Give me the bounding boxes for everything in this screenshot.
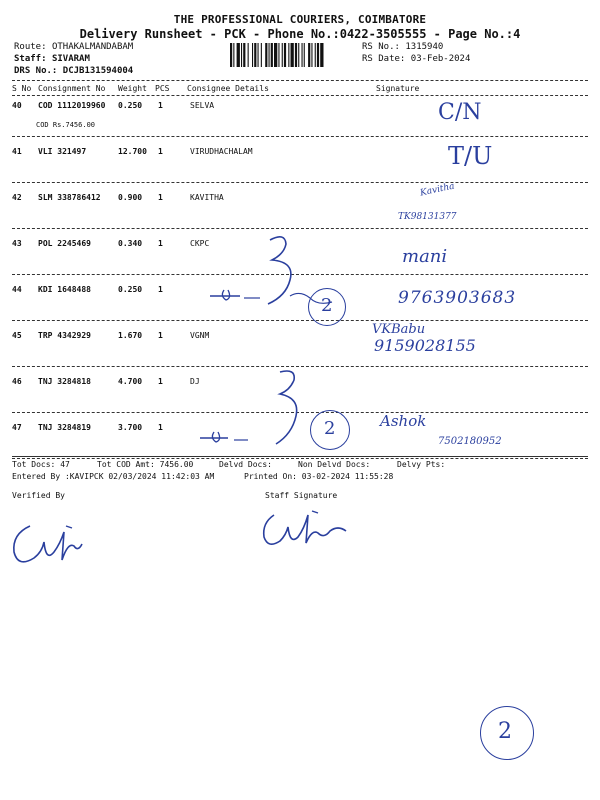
- row-consignment-no: COD 1112019960: [38, 101, 106, 110]
- verified-signature: [8, 512, 98, 576]
- row-separator: [12, 182, 588, 183]
- tot-cod: [97, 460, 193, 469]
- delvy-pts-label: Delvy Pts:: [397, 460, 446, 469]
- company-title: THE PROFESSIONAL COURIERS, COIMBATORE: [173, 13, 427, 26]
- drs-value: DCJB131594004: [62, 66, 134, 76]
- row-sno: 44: [12, 285, 22, 294]
- col-consignment: Consignment No: [38, 84, 106, 93]
- col-weight: Weight: [118, 84, 147, 93]
- barcode-bar: [237, 43, 240, 67]
- rs-date-value: 03-Feb-2024: [410, 54, 471, 64]
- barcode-bar: [288, 43, 289, 67]
- barcode-bar: [302, 43, 303, 67]
- staff-line: [14, 54, 90, 64]
- non-delvd-docs-label: Non Delvd Docs:: [298, 460, 371, 469]
- hw-row42-name: Kavitha: [419, 181, 456, 199]
- circle-mark-2-value: 2: [324, 418, 336, 439]
- tot-cod-value: 7456.00: [159, 460, 194, 469]
- row-consignee: DJ: [190, 377, 200, 386]
- row-weight: 1.670: [118, 331, 143, 340]
- barcode-bar: [258, 43, 259, 67]
- printed-on: Printed On: 03-02-2024 11:55:28: [244, 472, 394, 481]
- drs-label: DRS No.:: [14, 66, 58, 76]
- staff-value: SIVARAM: [51, 54, 90, 64]
- barcode: [230, 43, 355, 67]
- rs-no-label: RS No.:: [362, 42, 400, 52]
- circle-mark-1-value: 2: [321, 295, 333, 316]
- row-consignee: VIRUDHACHALAM: [190, 147, 253, 156]
- page-number-circle-value: 2: [498, 719, 512, 744]
- barcode-bar: [311, 43, 312, 67]
- tot-docs-value: 47: [60, 460, 70, 469]
- hw-row47-phone: 7502180952: [438, 436, 502, 447]
- rs-no-value: 1315940: [405, 42, 444, 52]
- row-cod-note: COD Rs.7456.00: [36, 121, 96, 129]
- row-pcs: 1: [158, 101, 163, 110]
- row-consignment-no: TRP 4342929: [38, 331, 91, 340]
- barcode-bar: [261, 43, 262, 67]
- barcode-bar: [233, 43, 234, 67]
- circle-mark-2: [310, 410, 350, 450]
- barcode-bar: [252, 43, 253, 67]
- circle-mark-1: [308, 288, 346, 326]
- barcode-bar: [274, 43, 277, 67]
- barcode-bar: [282, 43, 283, 67]
- barcode-bar: [315, 43, 316, 67]
- hw-row40: C/N: [438, 100, 482, 125]
- rs-date-label: RS Date:: [362, 54, 406, 64]
- row-separator: [12, 228, 588, 229]
- delvd-docs-label: Delvd Docs:: [219, 460, 272, 469]
- col-sno: S No: [12, 84, 32, 93]
- hw-row43: mani: [402, 246, 448, 267]
- tot-docs: [12, 460, 70, 469]
- header-top-rule: [12, 80, 588, 81]
- hw-row45-phone: 9159028155: [374, 336, 476, 355]
- barcode-bar: [320, 43, 323, 67]
- barcode-bar: [248, 43, 249, 67]
- barcode-bar: [308, 43, 310, 67]
- hw-row41: T/U: [448, 142, 493, 170]
- barcode-bar: [241, 43, 242, 67]
- staff-signature: [260, 505, 360, 559]
- barcode-bar: [269, 43, 270, 67]
- hw-row42-id: TK98131377: [398, 212, 457, 222]
- barcode-bar: [317, 43, 319, 67]
- row-pcs: 1: [158, 239, 163, 248]
- barcode-bar: [284, 43, 286, 67]
- col-signature: Signature: [376, 84, 420, 93]
- row-sno: 40: [12, 101, 22, 110]
- route-line: [14, 42, 133, 52]
- rs-date-line: [362, 54, 470, 64]
- row-separator: [12, 136, 588, 137]
- barcode-bar: [295, 43, 297, 67]
- drs-line: [14, 66, 133, 76]
- row-consignee: KAVITHA: [190, 193, 224, 202]
- row-consignment-no: VLI 321497: [38, 147, 87, 156]
- row-pcs: 1: [158, 377, 163, 386]
- verified-by-label: Verified By: [12, 491, 65, 500]
- barcode-bar: [230, 43, 232, 67]
- row-consignment-no: TNJ 3284818: [38, 377, 91, 386]
- row-weight: 0.250: [118, 101, 143, 110]
- row-sno: 41: [12, 147, 22, 156]
- row-weight: 0.340: [118, 239, 143, 248]
- staff-signature-label: Staff Signature: [265, 491, 338, 500]
- row-weight: 0.250: [118, 285, 143, 294]
- verified-signature-graphic: [8, 512, 98, 572]
- page-number-circle: [480, 706, 534, 760]
- barcode-bar: [265, 43, 267, 67]
- row-weight: 12.700: [118, 147, 147, 156]
- row-pcs: 1: [158, 423, 163, 432]
- row-consignment-no: TNJ 3284819: [38, 423, 91, 432]
- hw-row44-phone: 9763903683: [398, 288, 517, 308]
- row-sno: 43: [12, 239, 22, 248]
- route-label: Route:: [14, 42, 47, 52]
- row-sno: 46: [12, 377, 22, 386]
- barcode-bar: [278, 43, 279, 67]
- row-consignee: SELVA: [190, 101, 215, 110]
- route-value: OTHAKALMANDABAM: [51, 42, 134, 52]
- row-separator: [12, 366, 588, 367]
- staff-label: Staff:: [14, 54, 47, 64]
- tot-docs-label: Tot Docs:: [12, 460, 56, 469]
- row-pcs: 1: [158, 147, 163, 156]
- row-consignee: CKPC: [190, 239, 210, 248]
- staff-signature-graphic: [260, 505, 360, 555]
- row-consignment-no: SLM 338786412: [38, 193, 101, 202]
- row-pcs: 1: [158, 285, 163, 294]
- barcode-bar: [298, 43, 299, 67]
- barcode-bar: [254, 43, 256, 67]
- row-sno: 42: [12, 193, 22, 202]
- col-pcs: PCS: [155, 84, 170, 93]
- entered-by: Entered By :KAVIPCK 02/03/2024 11:42:03 AM: [12, 472, 215, 481]
- hw-row45-name: VKBabu: [372, 322, 426, 337]
- header-bottom-rule: [12, 95, 588, 96]
- barcode-bar: [304, 43, 305, 67]
- row-weight: 3.700: [118, 423, 143, 432]
- row-consignee: VGNM: [190, 331, 210, 340]
- rs-no-line: [362, 42, 443, 52]
- row-weight: 0.900: [118, 193, 143, 202]
- runsheet-subtitle: Delivery Runsheet - PCK - Phone No.:0422-3505555 - Page No.:4: [79, 27, 521, 41]
- row-sno: 47: [12, 423, 22, 432]
- barcode-bar: [291, 43, 294, 67]
- row-pcs: 1: [158, 331, 163, 340]
- row-consignment-no: POL 2245469: [38, 239, 91, 248]
- totals-rule: [12, 456, 588, 457]
- hw-row47-name: Ashok: [380, 412, 427, 430]
- row-consignment-no: KDI 1648488: [38, 285, 91, 294]
- barcode-bar: [243, 43, 245, 67]
- barcode-bar: [271, 43, 273, 67]
- col-consignee: Consignee Details: [187, 84, 269, 93]
- row-weight: 4.700: [118, 377, 143, 386]
- row-pcs: 1: [158, 193, 163, 202]
- row-sno: 45: [12, 331, 22, 340]
- tot-cod-label: Tot COD Amt:: [97, 460, 155, 469]
